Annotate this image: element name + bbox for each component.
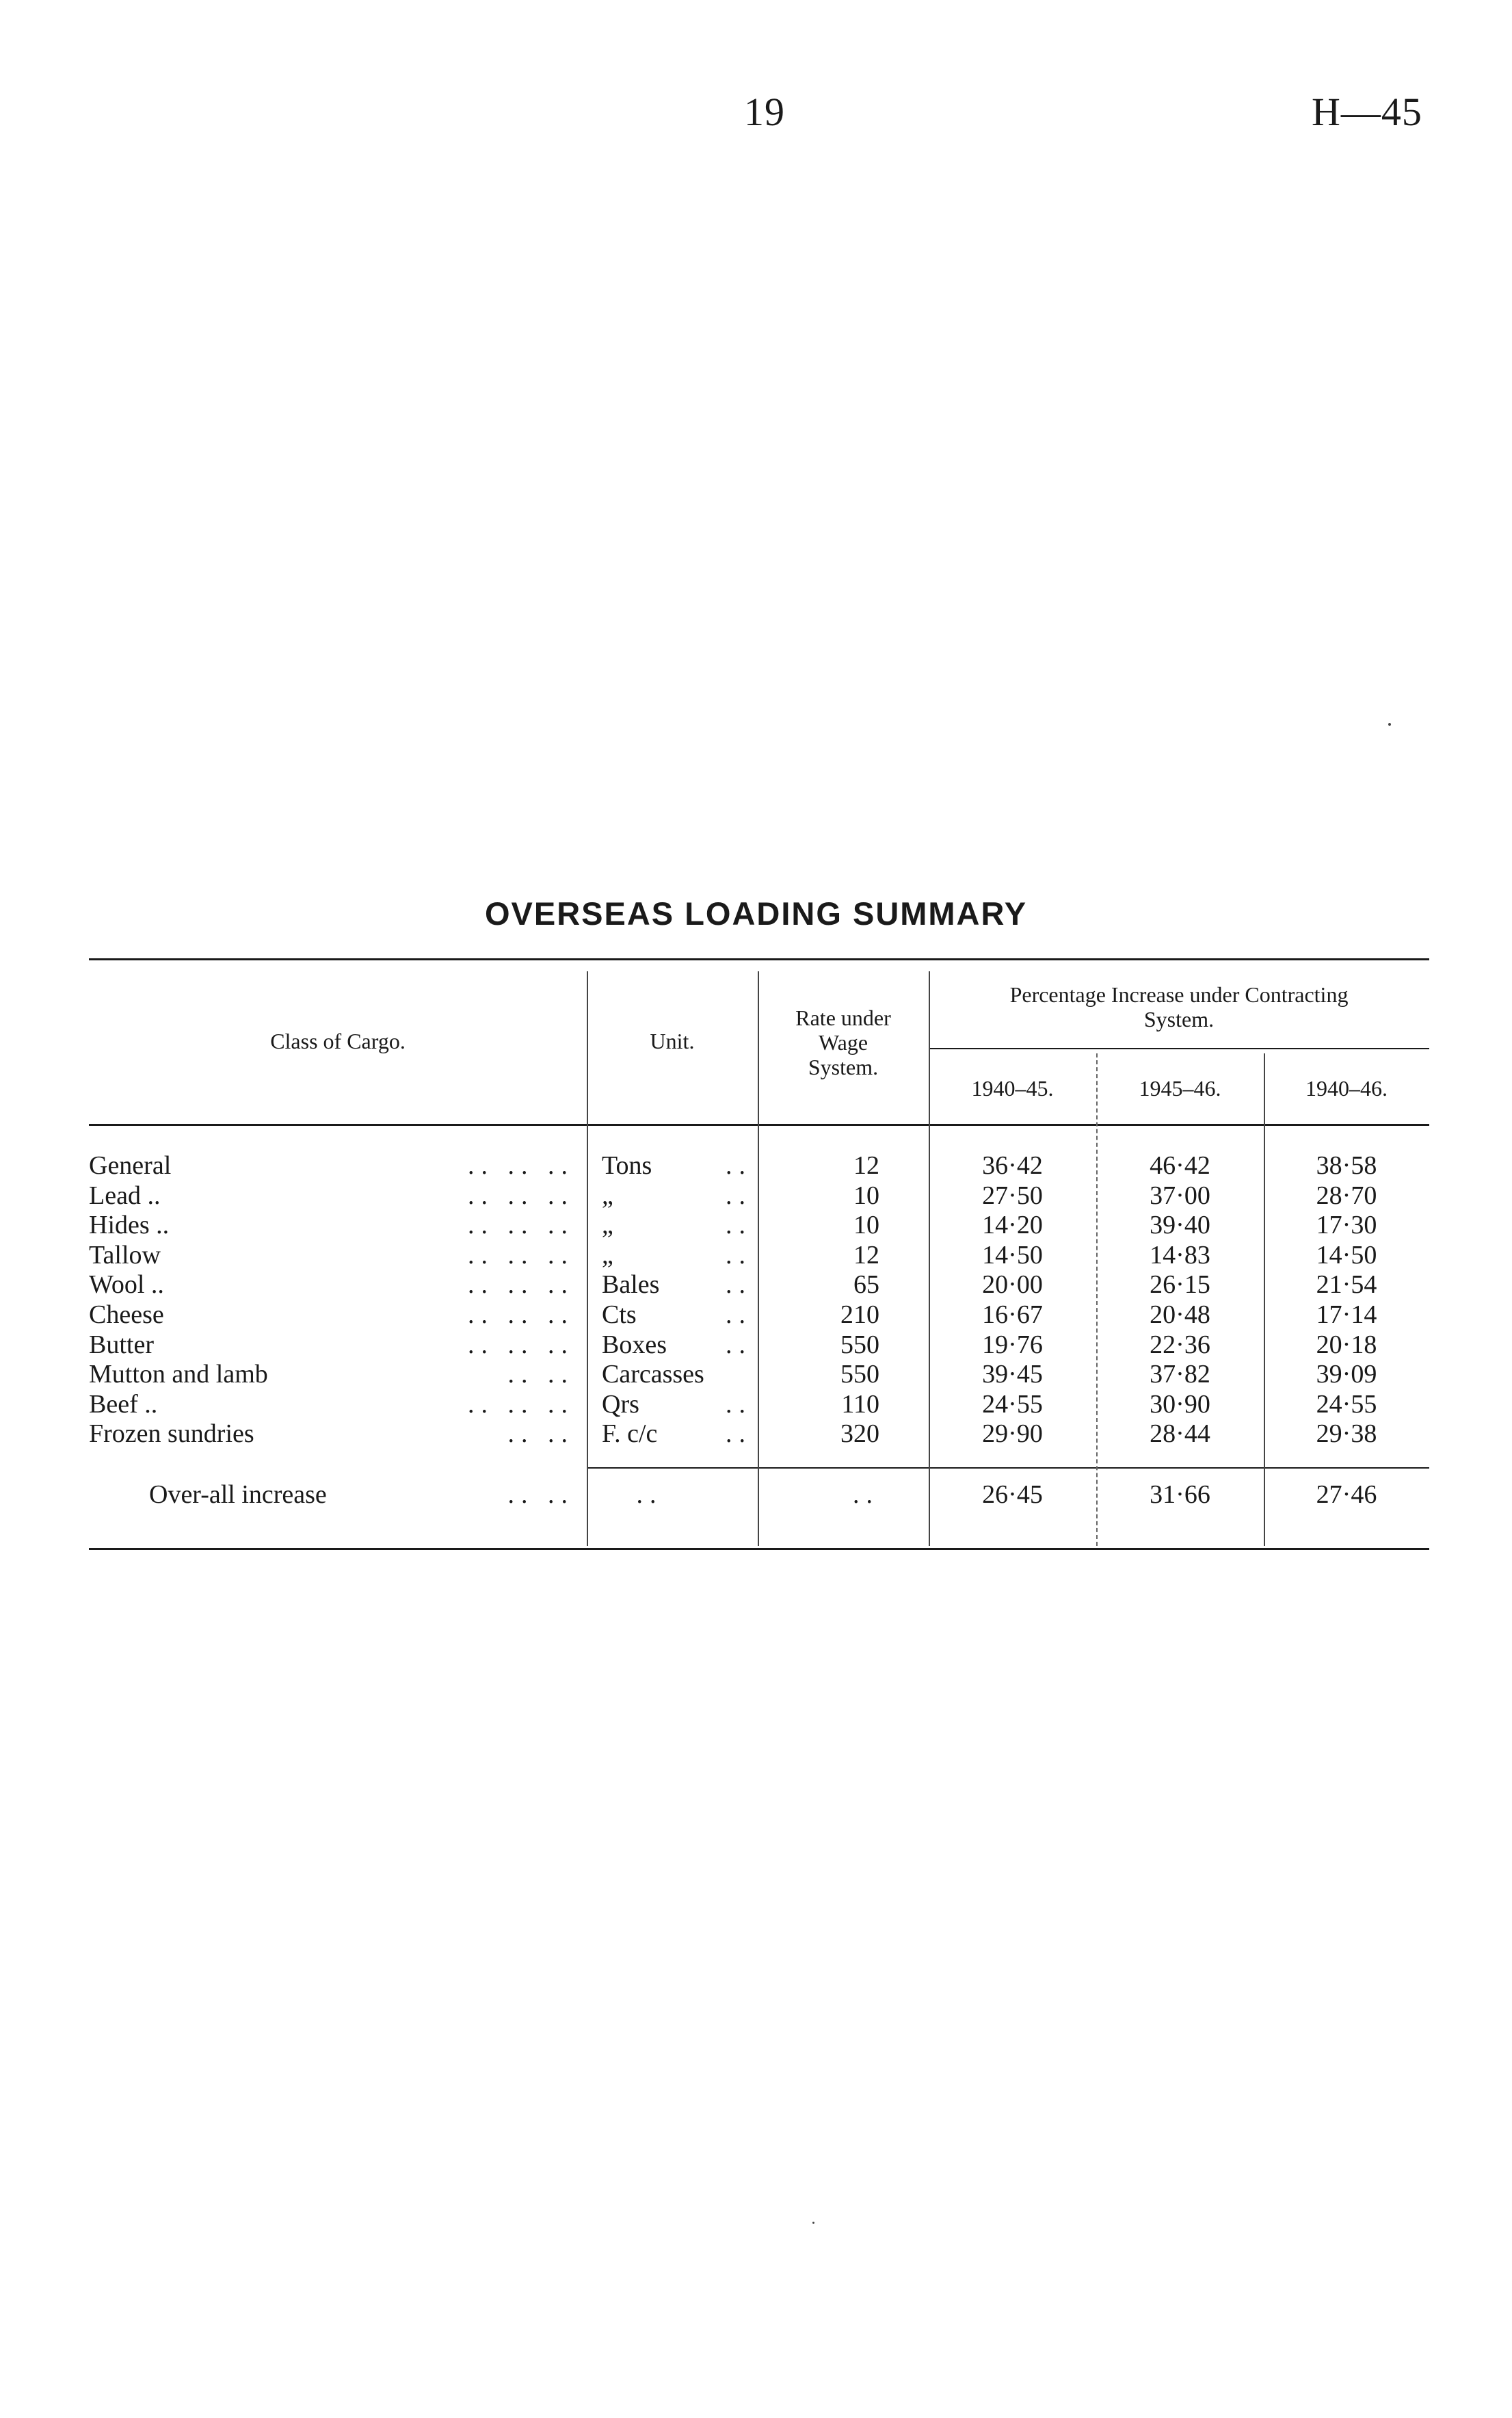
table-title: OVERSEAS LOADING SUMMARY [484,895,1028,932]
leader-dots: .. .. .. [468,1151,574,1180]
pct-1940-45: 16·67 [982,1300,1043,1329]
rate-value: 12 [853,1151,879,1180]
leader-dots: .. [726,1181,752,1210]
scan-speck [1388,723,1391,726]
pct-1940-45: 36·42 [982,1151,1043,1180]
document-reference: H—45 [1312,90,1422,134]
pct-1945-46: 39·40 [1150,1211,1210,1240]
pct-1940-45: 14·20 [982,1211,1043,1240]
cargo-name: Tallow [89,1240,161,1270]
header-rate-line: System. [808,1055,879,1079]
cargo-name: Wool .. [89,1270,164,1300]
cargo-name: Mutton and lamb [89,1360,268,1389]
pct-1940-45: 14·50 [982,1240,1043,1270]
leader-dots: .. .. [507,1480,574,1509]
pct-1940-46: 17·30 [1316,1211,1377,1240]
pct-1945-46: 37·00 [1150,1181,1210,1210]
pct-1945-46: 22·36 [1150,1330,1210,1359]
header-class-of-cargo: Class of Cargo. [270,1029,406,1053]
unit: „ [602,1211,613,1240]
pct-1940-45: 27·50 [982,1181,1043,1210]
total-label: Over-all increase [149,1480,327,1509]
unit: „ [602,1240,613,1270]
cargo-name: Hides .. [89,1211,170,1240]
total-unit: .. [636,1480,663,1509]
pct-1945-46: 28·44 [1150,1419,1210,1449]
pct-1940-45: 39·45 [982,1360,1043,1389]
pct-1940-46: 38·58 [1316,1151,1377,1180]
cargo-name: Cheese [89,1300,164,1329]
pct-1940-46: 28·70 [1316,1181,1377,1210]
leader-dots: .. .. .. [468,1300,574,1329]
leader-dots: .. .. .. [468,1270,574,1300]
leader-dots: .. .. .. [468,1330,574,1359]
pct-1940-45: 29·90 [982,1419,1043,1449]
pct-1945-46: 26·15 [1150,1270,1210,1300]
table-bottom-rule [89,1548,1429,1550]
leader-dots: .. .. [507,1419,574,1449]
cargo-name: Frozen sundries [89,1419,254,1449]
table-top-rule [89,958,1429,960]
unit: Qrs [602,1389,639,1419]
cargo-name: Beef .. [89,1389,158,1419]
pct-1945-46: 20·48 [1150,1300,1210,1329]
leader-dots: .. [726,1151,752,1180]
pct-1940-46: 14·50 [1316,1240,1377,1270]
cargo-name: Lead .. [89,1181,161,1210]
pct-1940-45: 24·55 [982,1389,1043,1419]
leader-dots: .. [726,1300,752,1329]
unit: Tons [602,1151,652,1180]
pct-1940-46: 21·54 [1316,1270,1377,1300]
pct-1940-45: 20·00 [982,1270,1043,1300]
header-unit: Unit. [650,1029,695,1053]
unit: Bales [602,1270,660,1300]
pct-1940-46: 17·14 [1316,1300,1377,1329]
cargo-name: Butter [89,1330,154,1359]
header-rate-under-wage-system [758,1006,929,1079]
pct-1940-45: 19·76 [982,1330,1043,1359]
header-pct-line: Percentage Increase under Contracting [1009,982,1349,1007]
column-divider [587,971,588,1546]
unit: F. c/c [602,1419,658,1449]
leader-dots: .. .. .. [468,1181,574,1210]
rate-value: 320 [840,1419,879,1449]
rate-value: 550 [840,1330,879,1359]
page-number: 19 [744,90,785,134]
header-year-1940-45: 1940–45. [971,1076,1054,1101]
pct-1945-46: 46·42 [1150,1151,1210,1180]
leader-dots: .. [726,1419,752,1449]
pct-1945-46: 14·83 [1150,1240,1210,1270]
header-year-1940-46: 1940–46. [1305,1076,1388,1101]
header-rate-line: Wage [818,1030,868,1055]
header-year-1945-46: 1945–46. [1139,1076,1221,1101]
total-separator-rule [587,1467,1429,1469]
leader-dots: .. .. [507,1360,574,1389]
header-rate-line: Rate under [795,1006,891,1030]
leader-dots: .. [726,1211,752,1240]
pct-1940-46: 39·09 [1316,1360,1377,1389]
leader-dots: .. [726,1270,752,1300]
unit: „ [602,1181,613,1210]
leader-dots: .. [726,1389,752,1419]
total-pct-1940-46: 27·46 [1316,1480,1377,1509]
leader-dots: .. .. .. [468,1389,574,1419]
unit: Boxes [602,1330,667,1359]
rate-value: 65 [853,1270,879,1300]
rate-value: 210 [840,1300,879,1329]
rate-value: 10 [853,1181,879,1210]
header-pct-line: System. [1143,1007,1215,1031]
rate-value: 550 [840,1360,879,1389]
pct-1945-46: 37·82 [1150,1360,1210,1389]
scan-speck [812,2222,814,2224]
pct-1940-46: 20·18 [1316,1330,1377,1359]
pct-1940-46: 29·38 [1316,1419,1377,1449]
rate-value: 10 [853,1211,879,1240]
leader-dots: .. .. .. [468,1211,574,1240]
unit: Carcasses [602,1360,704,1389]
rate-value: 12 [853,1240,879,1270]
leader-dots: .. [726,1330,752,1359]
total-pct-1945-46: 31·66 [1150,1480,1210,1509]
pct-header-rule [929,1048,1429,1049]
rate-value: 110 [841,1389,879,1419]
header-percentage-increase [929,982,1429,1031]
leader-dots: .. [726,1240,752,1270]
pct-1940-46: 24·55 [1316,1389,1377,1419]
leader-dots: .. .. .. [468,1240,574,1270]
total-pct-1940-45: 26·45 [982,1480,1043,1509]
header-bottom-rule [89,1124,1429,1126]
cargo-name: General [89,1151,172,1180]
total-rate: .. [853,1480,879,1509]
unit: Cts [602,1300,637,1329]
pct-1945-46: 30·90 [1150,1389,1210,1419]
